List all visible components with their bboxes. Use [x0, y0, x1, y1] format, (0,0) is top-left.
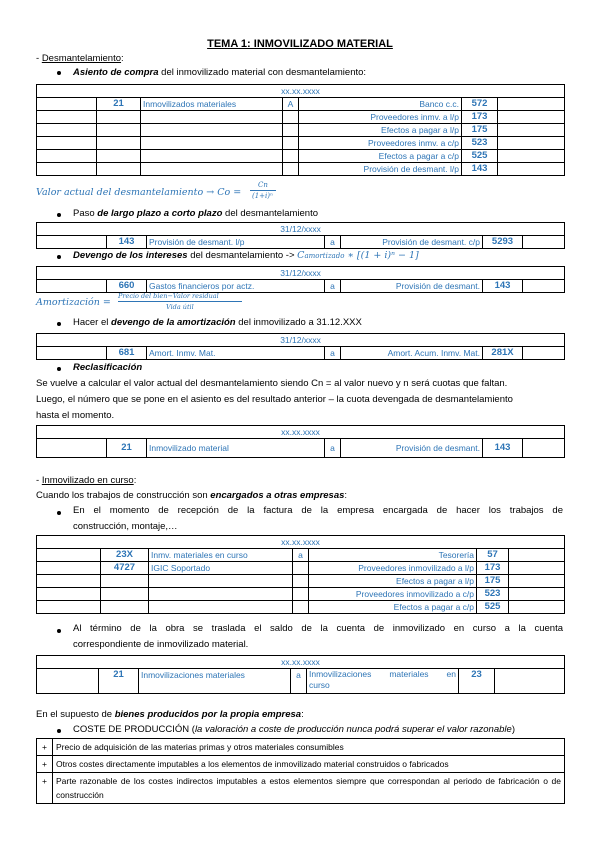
- bullet: [57, 511, 61, 515]
- table-row: + Precio de adquisición de las materias primas y otros materiales consumibles: [37, 739, 565, 756]
- credit-account-name: Banco c.c.: [299, 98, 462, 111]
- journal-entry-reclasificacion: [36, 425, 565, 458]
- credit-account-name: Provisión de desmant.: [341, 280, 483, 293]
- page-title: TEMA 1: INMOVILIZADO MATERIAL: [207, 38, 393, 50]
- debit-account-name: IGIC Soportado: [149, 562, 293, 575]
- bullet-devengo-intereses: Devengo de los intereses del desmantelamiento -> Camortizado ∗ [(1 + i)ⁿ − 1]: [73, 250, 419, 261]
- journal-entry-intereses: [36, 266, 565, 293]
- debit-account-number: 660: [107, 280, 147, 293]
- credit-account-number: 23: [459, 669, 495, 694]
- credit-account-number: 523: [462, 137, 498, 150]
- journal-date: 31/12/xxxx: [37, 223, 565, 236]
- connector-a: a: [325, 280, 341, 293]
- journal-entry-reclasificacion-plazo: [36, 222, 565, 249]
- debit-account-number: 21: [97, 98, 141, 111]
- debit-account-number: 4727: [101, 562, 149, 575]
- credit-account-name: Provisión de desmant. c/p: [341, 236, 483, 249]
- debit-account-name: Inmovilizados materiales: [141, 98, 283, 111]
- paragraph-reclasificacion: Se vuelve a calcular el valor actual del desmantelamiento siendo Cn = al valor nuevo y n será cuotas que faltan. Luego, el número que se pone en el asiento es del resultado anterior – la cuota devengada de desmantelamiento hasta el momento.: [36, 378, 513, 421]
- bullet-asiento-compra: Asiento de compra del inmovilizado material con desmantelamiento:: [73, 67, 367, 78]
- credit-account-name: Proveedores inmovilizado a l/p: [309, 562, 477, 575]
- connector-a: a: [325, 347, 341, 360]
- credit-account-name: Provisión de desmant.: [341, 439, 483, 458]
- bullet: [57, 213, 61, 217]
- credit-account-name: Efectos a pagar a l/p: [299, 124, 462, 137]
- journal-date: 31/12/xxxx: [37, 334, 565, 347]
- debit-account-name: Gastos financieros por actz.: [147, 280, 325, 293]
- bullet: [57, 322, 61, 326]
- credit-account-number: 175: [462, 124, 498, 137]
- bullet: [57, 255, 61, 259]
- journal-entry-amortizacion: [36, 333, 565, 360]
- credit-account-number: 173: [462, 111, 498, 124]
- credit-account-name: Efectos a pagar a l/p: [309, 575, 477, 588]
- section-heading-desmantelamiento: - Desmantelamiento:: [36, 53, 124, 64]
- connector-a: a: [291, 669, 307, 694]
- credit-account-name: Proveedores inmv. a c/p: [299, 137, 462, 150]
- debit-account-name: Inmovilizaciones materiales: [139, 669, 291, 694]
- bullet-coste-produccion: COSTE DE PRODUCCIÓN (la valoración a coste de producción nunca podrá superar el valor razonable): [73, 724, 515, 735]
- debit-account-name: Amort. Inmv. Mat.: [147, 347, 325, 360]
- coste-produccion-table: [36, 738, 565, 804]
- credit-account-number: 175: [477, 575, 509, 588]
- bullet-reclasificacion: Reclasificación: [73, 362, 143, 373]
- formula-numerator: Cn: [258, 181, 268, 189]
- credit-account-number: 5293: [483, 236, 523, 249]
- credit-account-number: 173: [477, 562, 509, 575]
- table-row: + Otros costes directamente imputables a los elementos de inmovilizado material construidos o fabricados: [37, 756, 565, 773]
- credit-account-number: 281X: [483, 347, 523, 360]
- debit-account-name: Inmv. materiales en curso: [149, 549, 293, 562]
- credit-account-name: Proveedores inmovilizado a c/p: [309, 588, 477, 601]
- credit-account-number: 57: [477, 549, 509, 562]
- debit-account-number: 21: [99, 669, 139, 694]
- connector-a: a: [293, 549, 309, 562]
- debit-account-number: 681: [107, 347, 147, 360]
- bullet-termino-obra: Al término de la obra se traslada el saldo de la cuenta de inmovilizado en curso a la cuenta correspondiente de inmovilizado material.: [73, 623, 563, 650]
- bullet-recepcion-factura: En el momento de recepción de la factura de la empresa encargada de hacer los trabajos de construcción, montaje,…: [73, 505, 563, 532]
- bullet: [57, 729, 61, 733]
- journal-entry-traslado: [36, 655, 565, 694]
- credit-account-number: 143: [483, 439, 523, 458]
- journal-date: 31/12/xxxx: [37, 267, 565, 280]
- intro-bienes-propios: En el supuesto de bienes producidos por la propia empresa:: [36, 709, 304, 720]
- formula-valor-actual: Valor actual del desmantelamiento → Co =: [36, 187, 242, 198]
- debit-account-number: 21: [107, 439, 147, 458]
- formula-denominator: (1+i)ⁿ: [252, 192, 273, 200]
- section-heading-inmovilizado-curso: - Inmovilizado en curso:: [36, 475, 137, 486]
- credit-account-number: 525: [477, 601, 509, 614]
- credit-account-number: 572: [462, 98, 498, 111]
- connector-a: a: [325, 439, 341, 458]
- bullet: [57, 71, 61, 75]
- intro-encargados: Cuando los trabajos de construcción son encargados a otras empresas:: [36, 490, 348, 501]
- credit-account-number: 143: [462, 163, 498, 176]
- journal-entry-inmovilizado-curso: [36, 535, 565, 614]
- connector-a: A: [283, 98, 299, 111]
- credit-account-name: Provisión de desmant. l/p: [299, 163, 462, 176]
- debit-account-name: Provisión de desmant. l/p: [147, 236, 325, 249]
- credit-account-name: Tesorería: [309, 549, 477, 562]
- credit-account-number: 525: [462, 150, 498, 163]
- credit-account-name: Efectos a pagar a c/p: [309, 601, 477, 614]
- bullet: [57, 629, 61, 633]
- bullet-paso-largo-corto: Paso de largo plazo a corto plazo del desmantelamiento: [73, 208, 318, 219]
- bullet-devengo-amortizacion: Hacer el devengo de la amortización del inmovilizado a 31.12.XXX: [73, 317, 362, 328]
- credit-account-name: Amort. Acum. Inmv. Mat.: [341, 347, 483, 360]
- bullet: [57, 367, 61, 371]
- journal-date: xx.xx.xxxx: [37, 426, 565, 439]
- credit-account-number: 143: [483, 280, 523, 293]
- credit-account-name: Efectos a pagar a c/p: [299, 150, 462, 163]
- journal-entry-compra: [36, 84, 565, 176]
- connector-a: a: [325, 236, 341, 249]
- credit-account-name: Inmovilizaciones materiales en curso: [307, 669, 459, 694]
- fraction-bar: [250, 190, 276, 191]
- formula-amortizacion: Amortización =: [36, 297, 111, 308]
- debit-account-number: 23X: [101, 549, 149, 562]
- debit-account-name: Inmovilizado material: [147, 439, 325, 458]
- journal-date: xx.xx.xxxx: [37, 85, 565, 98]
- formula-numerator: Precio del bien−Valor residual: [118, 292, 219, 300]
- journal-date: xx.xx.xxxx: [37, 656, 565, 669]
- journal-date: xx.xx.xxxx: [37, 536, 565, 549]
- credit-account-number: 523: [477, 588, 509, 601]
- table-row: + Parte razonable de los costes indirectos imputables a estos elementos siempre que correspondan al periodo de fabricación o de construcción: [37, 773, 565, 804]
- credit-account-name: Proveedores inmv. a l/p: [299, 111, 462, 124]
- formula-denominator: Vida útil: [166, 303, 194, 311]
- fraction-bar: [118, 301, 242, 302]
- debit-account-number: 143: [107, 236, 147, 249]
